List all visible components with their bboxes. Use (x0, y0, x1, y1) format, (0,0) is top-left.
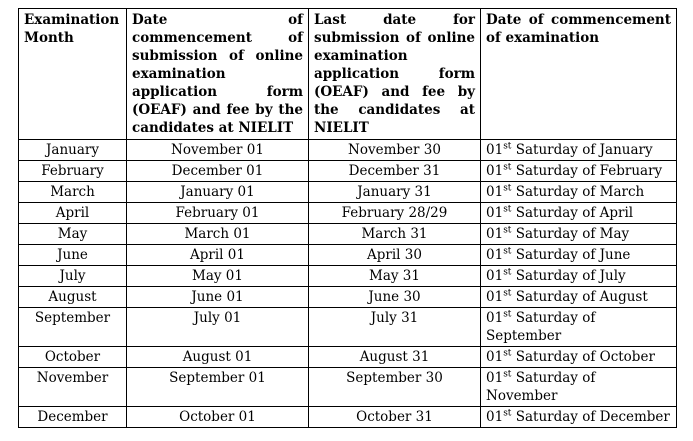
ordinal-suffix: st (503, 408, 512, 419)
cell-exam-month: January (19, 140, 127, 161)
ordinal-number: 01 (486, 226, 504, 242)
cell-exam-commencement (481, 368, 677, 407)
cell-exam-commencement (481, 140, 677, 161)
exam-day-text: Saturday of March (515, 184, 645, 200)
cell-submission-start: December 01 (127, 161, 309, 182)
cell-submission-last-date: November 30 (309, 140, 481, 161)
cell-exam-commencement (481, 308, 677, 347)
cell-submission-last-date: December 31 (309, 161, 481, 182)
cell-submission-last-date: April 30 (309, 245, 481, 266)
ordinal-suffix: st (503, 162, 512, 173)
cell-exam-commencement (481, 347, 677, 368)
table-row (19, 407, 677, 428)
table-row (19, 140, 677, 161)
cell-submission-start: July 01 (127, 308, 309, 347)
table-body (19, 140, 677, 428)
ordinal-suffix: st (503, 267, 512, 278)
table-row (19, 224, 677, 245)
cell-exam-month: March (19, 182, 127, 203)
cell-exam-commencement (481, 182, 677, 203)
cell-exam-commencement (481, 245, 677, 266)
table-header (19, 9, 677, 140)
ordinal-suffix: st (503, 309, 512, 320)
cell-submission-last-date: July 31 (309, 308, 481, 347)
ordinal-suffix: st (503, 348, 512, 359)
cell-submission-last-date: June 30 (309, 287, 481, 308)
cell-submission-last-date: September 30 (309, 368, 481, 407)
cell-submission-start: June 01 (127, 287, 309, 308)
exam-day-text: Saturday of November (486, 370, 596, 404)
ordinal-number: 01 (486, 370, 504, 386)
exam-day-text: Saturday of December (515, 409, 670, 425)
cell-submission-start: February 01 (127, 203, 309, 224)
cell-submission-last-date: May 31 (309, 266, 481, 287)
cell-submission-start: January 01 (127, 182, 309, 203)
cell-exam-month: October (19, 347, 127, 368)
table-row (19, 182, 677, 203)
ordinal-number: 01 (486, 349, 504, 365)
header-row (19, 9, 677, 140)
cell-exam-month: February (19, 161, 127, 182)
exam-day-text: Saturday of September (486, 310, 596, 344)
table-row (19, 266, 677, 287)
ordinal-number: 01 (486, 268, 504, 284)
cell-exam-commencement (481, 266, 677, 287)
cell-exam-month: November (19, 368, 127, 407)
exam-day-text: Saturday of August (515, 289, 648, 305)
ordinal-suffix: st (503, 288, 512, 299)
cell-submission-last-date: October 31 (309, 407, 481, 428)
ordinal-suffix: st (503, 369, 512, 380)
exam-schedule-table (18, 8, 677, 428)
cell-exam-month: September (19, 308, 127, 347)
table-row (19, 245, 677, 266)
header-submission-last-date: Last date for submission of online examination application form (OEAF) and fee by the candidates at NIELIT (309, 9, 481, 140)
cell-submission-start: November 01 (127, 140, 309, 161)
exam-day-text: Saturday of January (515, 142, 653, 158)
cell-submission-start: March 01 (127, 224, 309, 245)
ordinal-number: 01 (486, 409, 504, 425)
table-row (19, 347, 677, 368)
cell-exam-commencement (481, 407, 677, 428)
exam-day-text: Saturday of October (515, 349, 655, 365)
cell-submission-start: August 01 (127, 347, 309, 368)
cell-exam-month: June (19, 245, 127, 266)
cell-exam-commencement (481, 161, 677, 182)
ordinal-suffix: st (503, 183, 512, 194)
cell-exam-commencement (481, 224, 677, 245)
ordinal-number: 01 (486, 142, 504, 158)
ordinal-suffix: st (503, 225, 512, 236)
ordinal-suffix: st (503, 246, 512, 257)
table-row (19, 287, 677, 308)
cell-submission-start: October 01 (127, 407, 309, 428)
table-row (19, 161, 677, 182)
ordinal-suffix: st (503, 204, 512, 215)
ordinal-number: 01 (486, 247, 504, 263)
cell-exam-commencement (481, 203, 677, 224)
cell-submission-start: September 01 (127, 368, 309, 407)
cell-submission-last-date: January 31 (309, 182, 481, 203)
cell-exam-month: July (19, 266, 127, 287)
ordinal-number: 01 (486, 184, 504, 200)
cell-submission-start: April 01 (127, 245, 309, 266)
cell-submission-last-date: March 31 (309, 224, 481, 245)
ordinal-number: 01 (486, 205, 504, 221)
table-row (19, 308, 677, 347)
ordinal-suffix: st (503, 141, 512, 152)
ordinal-number: 01 (486, 289, 504, 305)
header-exam-commencement: Date of commencement of examination (481, 9, 677, 140)
cell-submission-start: May 01 (127, 266, 309, 287)
table-row (19, 203, 677, 224)
table-row (19, 368, 677, 407)
header-submission-start: Date of commencement of submission of online examination application form (OEAF) and fee by the candidates at NIELIT (127, 9, 309, 140)
exam-day-text: Saturday of June (515, 247, 631, 263)
exam-day-text: Saturday of April (515, 205, 634, 221)
exam-day-text: Saturday of February (515, 163, 663, 179)
cell-exam-month: May (19, 224, 127, 245)
exam-day-text: Saturday of May (515, 226, 630, 242)
exam-day-text: Saturday of July (515, 268, 626, 284)
cell-submission-last-date: August 31 (309, 347, 481, 368)
ordinal-number: 01 (486, 163, 504, 179)
cell-exam-month: December (19, 407, 127, 428)
ordinal-number: 01 (486, 310, 504, 326)
cell-submission-last-date: February 28/29 (309, 203, 481, 224)
header-exam-month: Examination Month (19, 9, 127, 140)
cell-exam-month: August (19, 287, 127, 308)
cell-exam-month: April (19, 203, 127, 224)
cell-exam-commencement (481, 287, 677, 308)
